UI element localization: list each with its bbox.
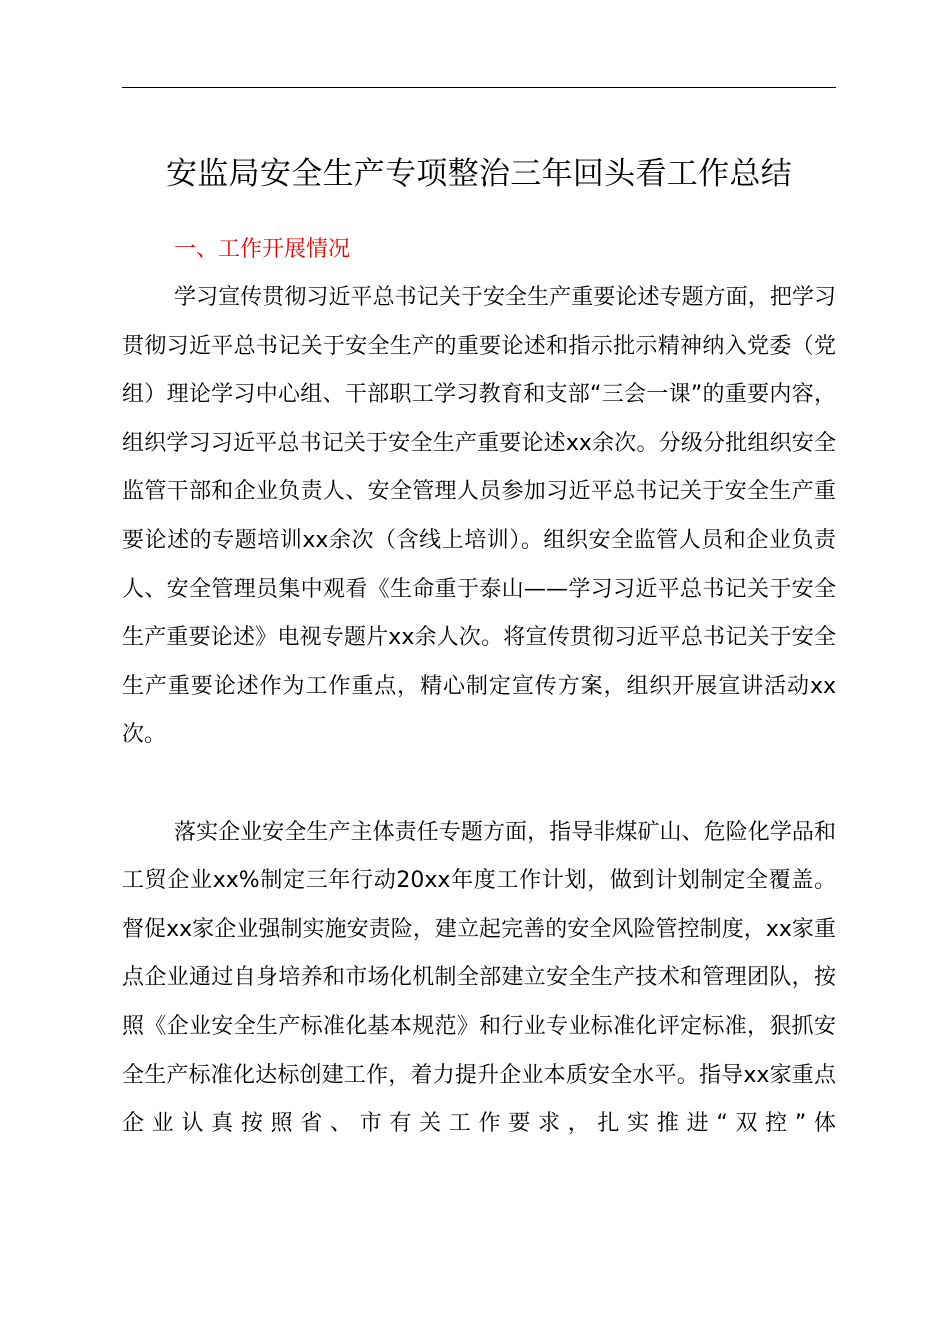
document-title: 安监局安全生产专项整治三年回头看工作总结 xyxy=(166,156,792,192)
header-rule xyxy=(122,87,836,88)
section-heading: 一、工作开展情况 xyxy=(174,237,351,262)
paragraph-1: 学习宣传贯彻习近平总书记关于安全生产重要论述专题方面，把学习贯彻习近平总书记关于安全生产的重要论述和指示批示精神纳入党委（党组）理论学习中心组、干部职工学习教育和支部“三会一课”的重要内容，组织学习习近平总书记关于安全生产重要论述xx余次。分级分批组织安全监管干部和企业负责人、安全管理人员参加习近平总书记关于安全生产重要论述的专题培训xx余次（含线上培训）。组织安全监管人员和企业负责人、安全管理员集中观看《生命重于泰山——学习习近平总书记关于安全生产重要论述》电视专题片xx余人次。将宣传贯彻习近平总书记关于安全生产重要论述作为工作重点，精心制定宣传方案，组织开展宣讲活动xx次。 xyxy=(122,285,836,748)
document-body xyxy=(122,274,836,1197)
paragraph-2: 落实企业安全生产主体责任专题方面，指导非煤矿山、危险化学品和工贸企业xx%制定三年行动20xx年度工作计划，做到计划制定全覆盖。督促xx家企业强制实施安责险，建立起完善的安全风险管控制度，xx家重点企业通过自身培养和市场化机制全部建立安全生产技术和管理团队，按照《企业安全生产标准化基本规范》和行业专业标准化评定标准，狠抓安全生产标准化达标创建工作，着力提升企业本质安全水平。指导xx家重点企业认真按照省、市有关工作要求，扎实推进“双控”体 xyxy=(122,819,836,1137)
